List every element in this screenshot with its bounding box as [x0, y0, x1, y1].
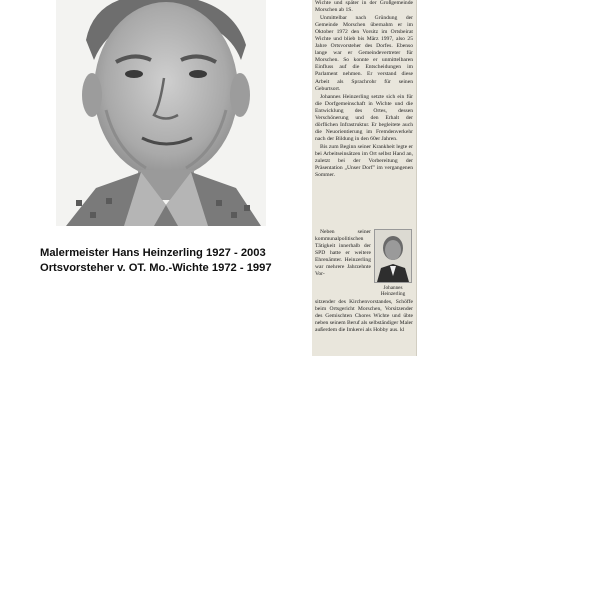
inset-photo [374, 229, 412, 283]
clipping-paragraph: Bis zum Beginn seiner Krankheit legte er bei Arbeitseinsätzen im Ort selbst Hand an, zuletzt bei der Vorbereitung der Präsentation „Unser Dorf" im vergangenen Sommer. [315, 143, 413, 179]
clipping-body [315, 0, 413, 180]
clipping-paragraph: Unmittelbar nach Gründung der Gemeinde Morschen übernahm er im Oktober 1972 den Vorsitz im Ortsbeirat Wichte und blieb bis März 1997, also 25 Jahre Ortsvorsteher des Dorfes. Ebenso lange war er Gemeindevertreter für Morschen. So konnte er unmittelbaren Einfluss auf die Entscheidungen im Parlament nehmen. Er verstand diese Arbeit als Sprachrohr für seinen Geburtsort. [315, 15, 413, 92]
clipping-paragraph: Johannes Heinzerling setzte sich ein für die Dorfgemeinschaft in Wichte und die Entwicklung des Ortes, dessen Verschönerung und den Erhalt der dörflichen Infrastruktur. Er begleitete auch die Neuorientierung im Fremdenverkehr nach der Bildung in den 60er Jahren. [315, 93, 413, 142]
inset-caption-line: Johannes [383, 285, 403, 291]
clipping-narrow-column [315, 229, 371, 278]
clipping-paragraph: Wichte und später in der Großgemeinde Morschen ab 1S. [315, 0, 413, 14]
portrait-caption [40, 246, 300, 276]
portrait-photo [56, 0, 266, 226]
inset-caption [374, 285, 412, 297]
inset-caption-line: Heinzerling [380, 291, 406, 297]
clipping-bottom [315, 299, 413, 334]
inset-portrait-icon [375, 230, 411, 282]
portrait-icon [56, 0, 266, 226]
clipping-paragraph: sitzender des Kirchenvorstandes, Schöffe beim Ortsgericht Morschen, Vorsitzender des Gemischten Chores Wichte und übte neben seinem Beruf als selbständiger Maler außerdem die Imkerei als Hobby aus. kl [315, 299, 414, 334]
caption-name-line: Malermeister Hans Heinzerling 1927 - 2003 [40, 247, 266, 259]
inset-portrait [374, 229, 412, 299]
clipping-paragraph: Neben seiner kommunalpolitischen Tätigkeit innerhalb der SPD hatte er weitere Ehrenämter. Heinzerling war mehrere Jahrzehnte Vor- [315, 229, 371, 278]
caption-office-line: Ortsvorsteher v. OT. Mo.-Wichte 1972 - 1997 [40, 262, 272, 274]
